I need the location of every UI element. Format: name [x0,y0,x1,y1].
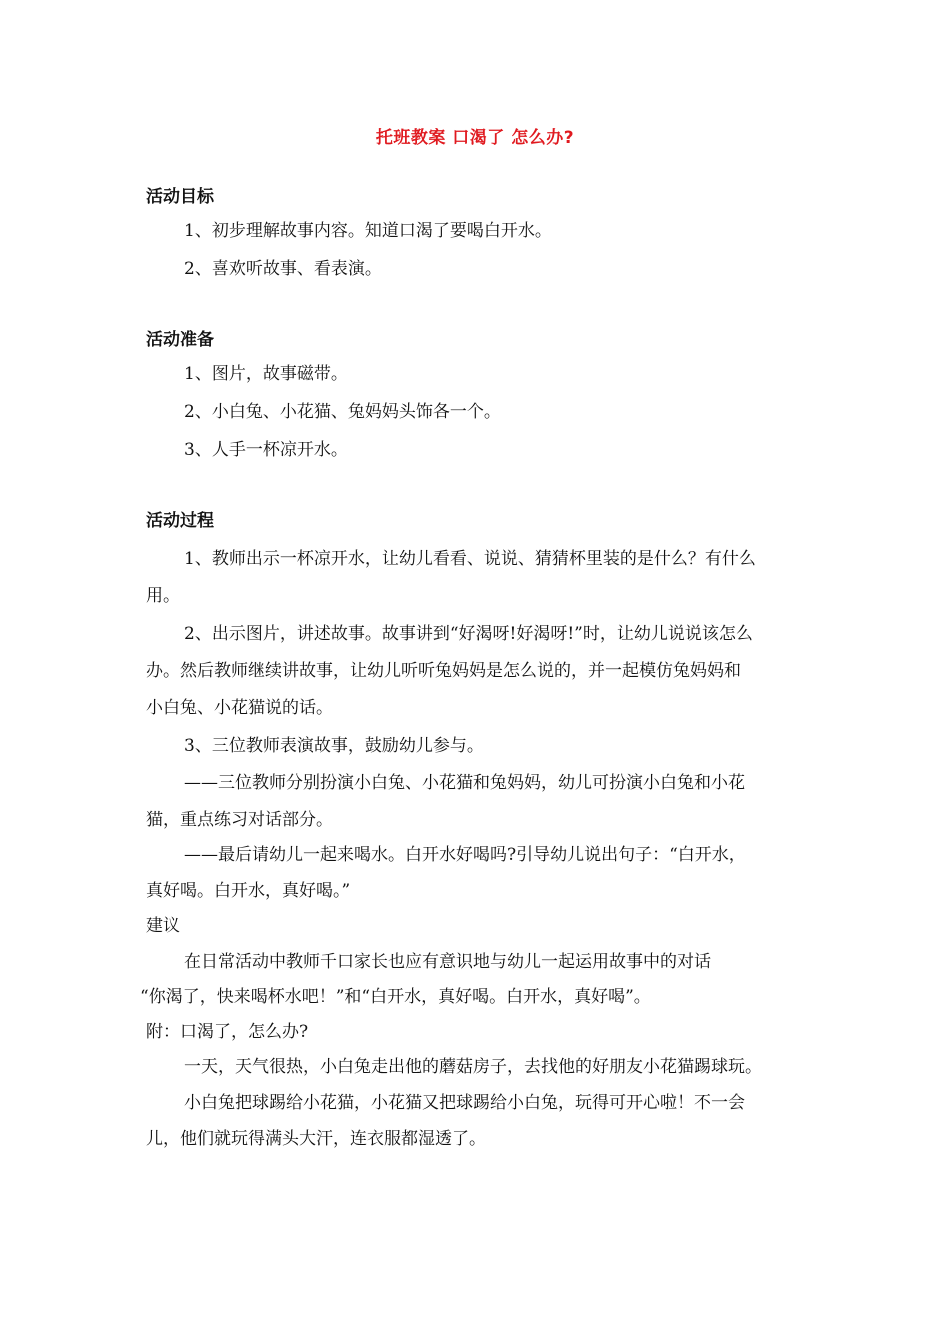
process-line: 2、出示图片，讲述故事。故事讲到“好渴呀!好渴呀!”时，让幼儿说说该怎么 [184,624,753,644]
process-line: ——三位教师分别扮演小白兔、小花猫和兔妈妈，幼儿可扮演小白兔和小花 [184,773,745,793]
suggestion-heading: 建议 [146,916,180,936]
process-line: 用。 [146,586,180,606]
goals-heading: 活动目标 [146,187,214,207]
process-heading: 活动过程 [146,511,214,531]
suggestion-line: “你渴了，快来喝杯水吧！”和“白开水，真好喝。白开水，真好喝”。 [140,987,651,1007]
suggestion-line: 在日常活动中教师千口家长也应有意识地与幼儿一起运用故事中的对话 [184,952,711,972]
process-line: 办。然后教师继续讲故事，让幼儿听听兔妈妈是怎么说的，并一起模仿兔妈妈和 [146,661,741,681]
preparation-heading: 活动准备 [146,330,214,350]
appendix-line: 一天，天气很热，小白兔走出他的蘑菇房子，去找他的好朋友小花猫踢球玩。 [184,1057,762,1077]
appendix-heading: 附：口渴了，怎么办? [146,1022,309,1042]
process-line: ——最后请幼儿一起来喝水。白开水好喝吗?引导幼儿说出句子：“白开水， [184,845,746,865]
goal-item: 2、喜欢听故事、看表演。 [184,259,382,279]
appendix-line: 小白兔把球踢给小花猫，小花猫又把球踢给小白兔，玩得可开心啦！不一会 [184,1093,745,1113]
preparation-item: 3、人手一杯凉开水。 [184,440,348,460]
appendix-line: 儿，他们就玩得满头大汗，连衣服都湿透了。 [146,1129,486,1149]
process-line: 真好喝。白开水，真好喝。” [146,881,351,901]
process-line: 1、教师出示一杯凉开水，让幼儿看看、说说、猜猜杯里装的是什么？有什么 [184,549,756,569]
preparation-item: 1、图片，故事磁带。 [184,364,348,384]
process-line: 3、三位教师表演故事，鼓励幼儿参与。 [184,736,484,756]
preparation-item: 2、小白兔、小花猫、兔妈妈头饰各一个。 [184,402,501,422]
goal-item: 1、初步理解故事内容。知道口渴了要喝白开水。 [184,221,552,241]
document-title: 托班教案 口渴了 怎么办? [375,128,575,148]
process-line: 猫，重点练习对话部分。 [146,810,333,830]
process-line: 小白兔、小花猫说的话。 [146,698,333,718]
